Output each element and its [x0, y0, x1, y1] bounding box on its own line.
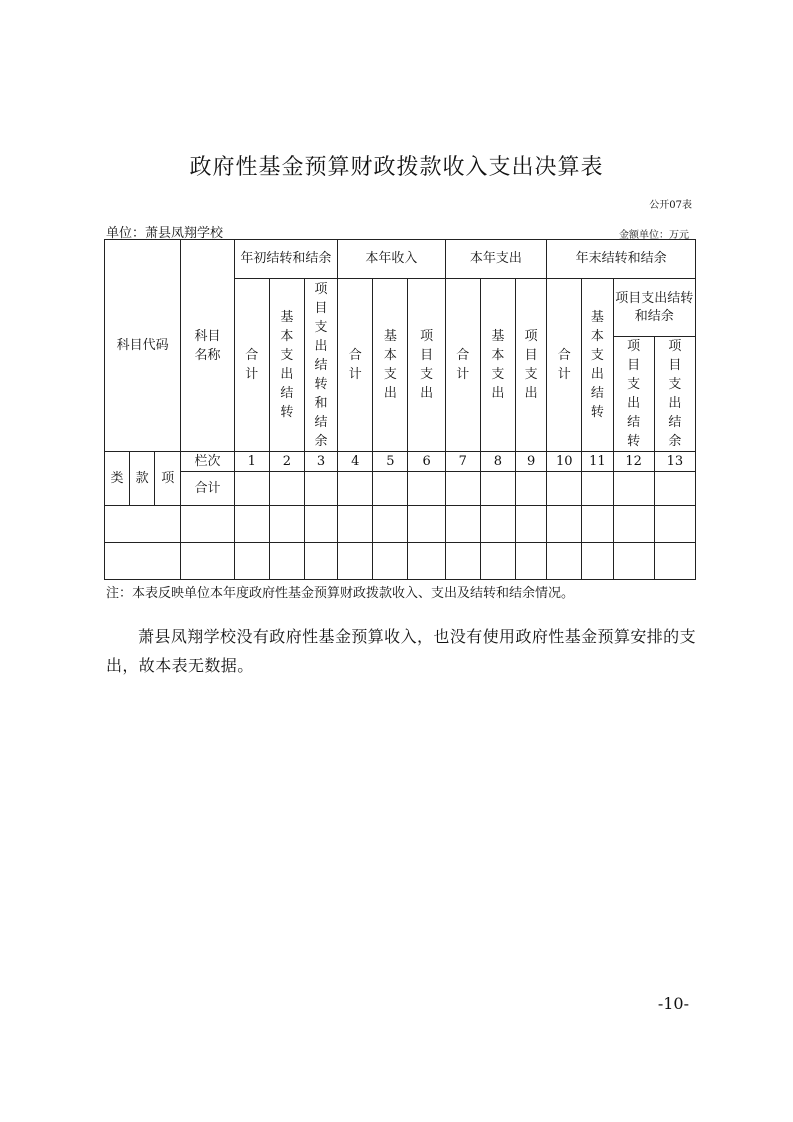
col-number: 7	[445, 452, 480, 472]
table-cell	[269, 472, 304, 506]
col-opening-project: 项目支出结转和结余	[304, 279, 337, 452]
col-closing-basic: 基本支出结转	[582, 279, 613, 452]
col-opening-basic: 基本支出结转	[269, 279, 304, 452]
col-number: 2	[269, 452, 304, 472]
col-number: 9	[516, 452, 547, 472]
unit-label: 单位：萧县凤翔学校	[106, 226, 224, 241]
col-number: 12	[613, 452, 654, 472]
col-number: 4	[338, 452, 373, 472]
col-income-total: 合计	[338, 279, 373, 452]
col-number: 10	[547, 452, 582, 472]
table-cell	[516, 472, 547, 506]
group-closing-header: 年末结转和结余	[547, 240, 696, 279]
table-cell	[373, 472, 408, 506]
col-opening-total: 合计	[234, 279, 269, 452]
table-cell	[408, 472, 445, 506]
col-income-basic: 基本支出	[373, 279, 408, 452]
col-number: 11	[582, 452, 613, 472]
code-xiang-header: 项	[155, 452, 181, 506]
table-cell	[234, 472, 269, 506]
table-note: 注：本表反映单位本年度政府性基金预算财政拨款收入、支出及结转和结余情况。	[106, 586, 575, 601]
group-expense-header: 本年支出	[445, 240, 547, 279]
col-expense-basic: 基本支出	[480, 279, 515, 452]
table-cell	[304, 472, 337, 506]
col-number: 6	[408, 452, 445, 472]
money-unit-label: 金额单位：万元	[619, 230, 689, 241]
code-lei-header: 类	[105, 452, 130, 506]
subject-name-header: 科目名称	[181, 240, 234, 452]
explanation-paragraph: 萧县凤翔学校没有政府性基金预算收入，也没有使用政府性基金预算安排的支出，故本表无数据。	[106, 627, 696, 675]
table-row	[105, 506, 696, 543]
col-number: 5	[373, 452, 408, 472]
table-cell	[480, 472, 515, 506]
col-number: 1	[234, 452, 269, 472]
page-number: -10-	[657, 994, 689, 1013]
table-cell	[654, 472, 695, 506]
col-closing-project: 项目支出结转和结余	[613, 279, 696, 337]
group-income-header: 本年收入	[338, 240, 446, 279]
col-number: 13	[654, 452, 695, 472]
table-cell	[445, 472, 480, 506]
code-kuan-header: 款	[130, 452, 155, 506]
budget-table	[104, 239, 696, 580]
col-expense-project: 项目支出	[516, 279, 547, 452]
form-code: 公开07表	[649, 200, 692, 211]
col-closing-project-carry: 项目支出结转	[613, 337, 654, 452]
col-income-project: 项目支出	[408, 279, 445, 452]
col-expense-total: 合计	[445, 279, 480, 452]
col-closing-total: 合计	[547, 279, 582, 452]
col-closing-project-balance: 项目支出结余	[654, 337, 695, 452]
total-row-label: 合计	[181, 472, 234, 506]
page-title: 政府性基金预算财政拨款收入支出决算表	[189, 155, 604, 180]
table-cell	[338, 472, 373, 506]
table-cell	[582, 472, 613, 506]
row-index-label: 栏次	[181, 452, 234, 472]
table-cell	[613, 472, 654, 506]
table-cell	[547, 472, 582, 506]
col-number: 3	[304, 452, 337, 472]
col-number: 8	[480, 452, 515, 472]
table-row	[105, 543, 696, 580]
group-opening-header: 年初结转和结余	[234, 240, 338, 279]
subject-code-header: 科目代码	[105, 240, 181, 452]
